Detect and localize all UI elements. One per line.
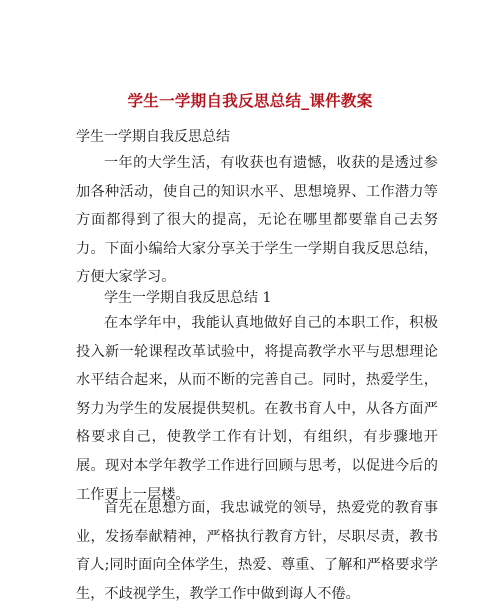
- body-paragraph-2: 首先在思想方面，我忠诚党的领导，热爱党的教育事业，发扬奉献精神，严格执行教育方针，尽职尽责，教书育人;同时面向全体学生，热爱、尊重、了解和严格要求学生，不歧视学生，教学工作中做到诲人不倦。: [76, 500, 438, 602]
- section-heading: 学生一学期自我反思总结 1: [104, 290, 272, 306]
- body-paragraph: 在本学年中，我能认真地做好自己的本职工作，积极投入新一轮课程改革试验中，将提高教学水平与思想理论水平结合起来，从而不断的完善自己。同时，热爱学生，努力为学生的发展提供契机。在教书育人中，从各方面严格要求自己，使教学工作有计划，有组织，有步骤地开展。现对本学年教学工作进行回顾与思考，以促进今后的工作更上一层楼。: [76, 315, 438, 503]
- document-title: 学生一学期自我反思总结_课件教案: [127, 91, 373, 110]
- document-subtitle: 学生一学期自我反思总结: [76, 129, 230, 145]
- intro-paragraph: 一年的大学生活，有收获也有遗憾，收获的是透过参加各种活动，使自己的知识水平、思想境界、工作潜力等方面都得到了很大的提高，无论在哪里都要靠自己去努力。下面小编给大家分享关于学生一学期自我反思总结，方便大家学习。: [76, 155, 438, 286]
